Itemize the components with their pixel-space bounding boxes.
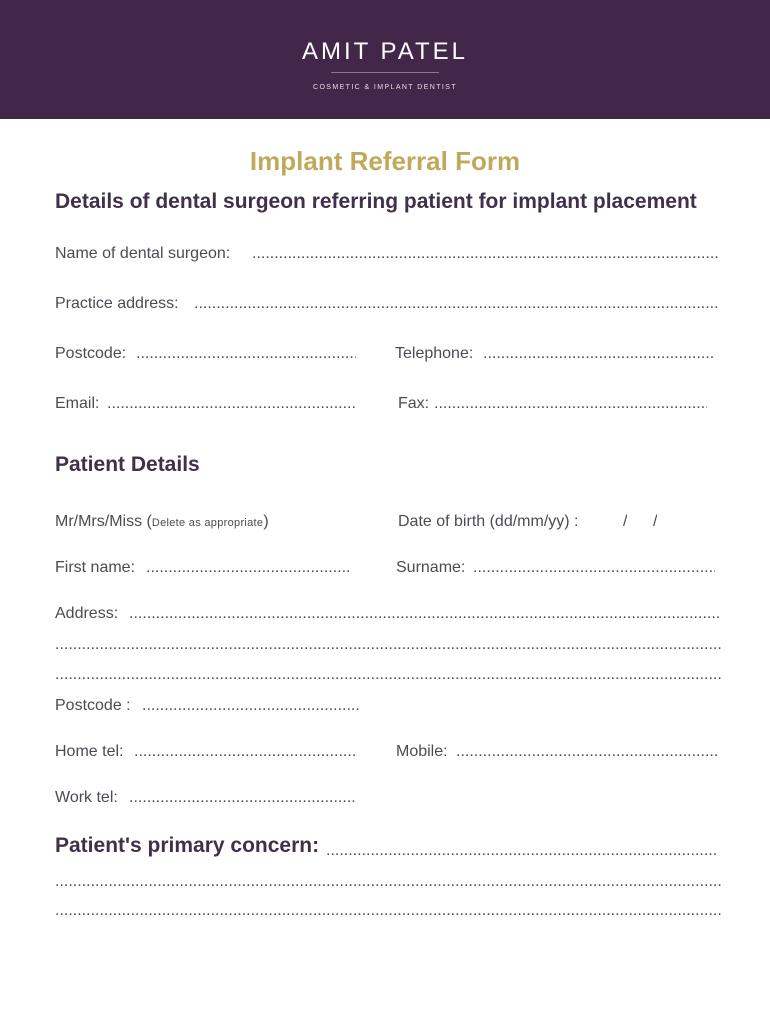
letterhead-banner — [0, 0, 770, 119]
patient-address-field-2[interactable] — [55, 636, 723, 654]
patient-section-heading: Patient Details — [55, 453, 200, 476]
first-name-label: First name: — [55, 559, 136, 576]
surgeon-postcode-field[interactable] — [136, 345, 356, 363]
dob-separator-1: / — [623, 513, 628, 530]
brand-name: AMIT PATEL — [301, 38, 469, 65]
first-name-field[interactable] — [146, 559, 352, 577]
primary-concern-field-3[interactable] — [55, 902, 723, 920]
patient-postcode-field[interactable] — [142, 697, 360, 715]
patient-title-note: Delete as appropriate — [151, 517, 264, 529]
work-tel-field[interactable] — [129, 789, 356, 807]
email-label: Email: — [55, 395, 100, 412]
primary-concern-field-2[interactable] — [55, 873, 723, 891]
surgeon-section-heading: Details of dental surgeon referring patient for implant placement — [55, 190, 697, 213]
primary-concern-field-1[interactable] — [326, 842, 716, 860]
brand-subtitle: COSMETIC & IMPLANT DENTIST — [312, 84, 457, 91]
telephone-field[interactable] — [483, 345, 715, 363]
patient-address-field-1[interactable] — [129, 605, 719, 623]
home-tel-field[interactable] — [134, 743, 356, 761]
fax-label: Fax: — [398, 395, 430, 412]
email-field[interactable] — [107, 395, 356, 413]
fax-field[interactable] — [434, 395, 707, 413]
mobile-label: Mobile: — [396, 743, 448, 760]
home-tel-label: Home tel: — [55, 743, 124, 760]
primary-concern-label: Patient's primary concern: — [55, 834, 320, 857]
patient-address-field-3[interactable] — [55, 666, 723, 684]
surgeon-postcode-label: Postcode: — [55, 345, 127, 362]
dob-label: Date of birth (dd/mm/yy) : — [398, 513, 579, 530]
surgeon-name-field[interactable] — [252, 245, 720, 263]
telephone-label: Telephone: — [395, 345, 474, 362]
brand-divider — [331, 72, 439, 73]
patient-title-label: Mr/Mrs/Miss ( — [55, 513, 152, 530]
surname-label: Surname: — [396, 559, 466, 576]
surgeon-name-label: Name of dental surgeon: — [55, 245, 231, 262]
practice-address-field[interactable] — [194, 295, 720, 313]
surname-field[interactable] — [473, 559, 715, 577]
patient-title-close: ) — [263, 513, 269, 530]
patient-title-field[interactable] — [55, 513, 269, 531]
dob-separator-2: / — [653, 513, 658, 530]
patient-address-label: Address: — [55, 605, 119, 622]
mobile-field[interactable] — [456, 743, 718, 761]
form-title: Implant Referral Form — [249, 146, 521, 176]
work-tel-label: Work tel: — [55, 789, 118, 806]
practice-address-label: Practice address: — [55, 295, 179, 312]
patient-postcode-label: Postcode : — [55, 697, 131, 714]
